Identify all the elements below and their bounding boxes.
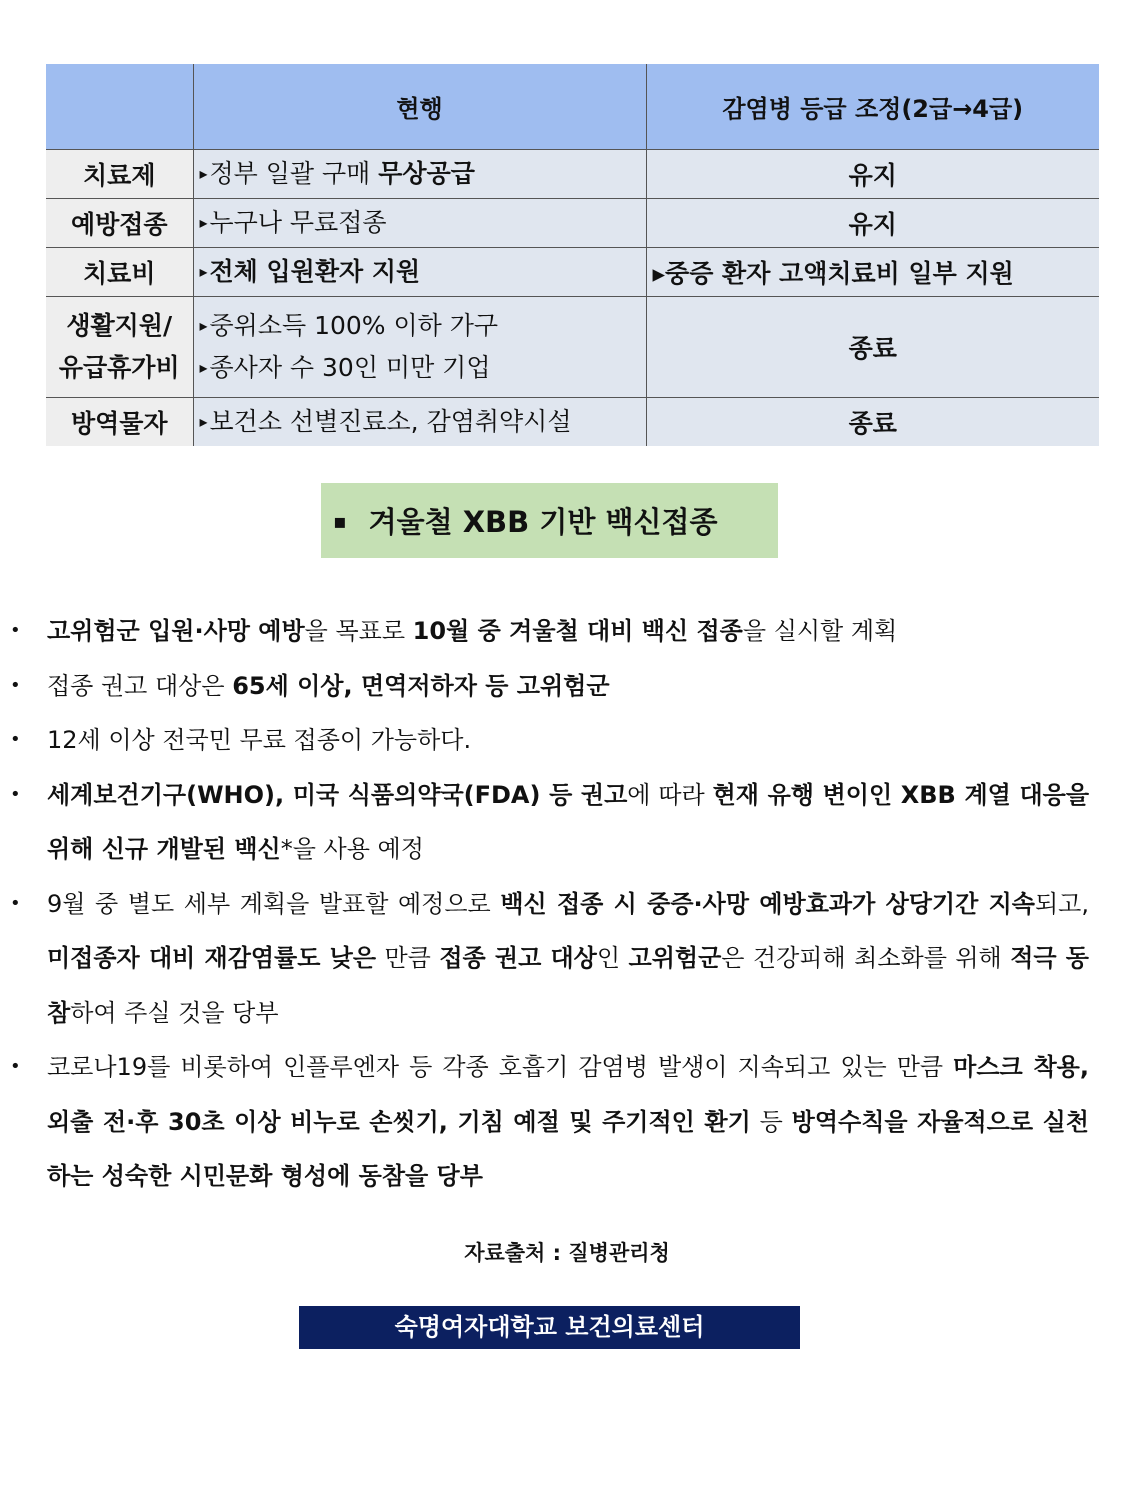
bullet-text: 에 따라 <box>627 780 713 809</box>
cell-text: 정부 일괄 구매 <box>209 159 379 188</box>
triangle-bullet-icon: ▸ <box>199 412 208 431</box>
bullet-text-bold: 방역수칙을 자율적으로 실천하는 성숙한 시민문화 형성에 동참을 당부 <box>47 1107 1089 1190</box>
bullet-item <box>0 604 1134 659</box>
cell-text-bold: 무상공급 <box>378 159 475 188</box>
row-label-line: 생활지원/ <box>66 311 173 340</box>
bullet-text-bold: 고위험군 <box>628 944 722 972</box>
bullet-item <box>0 768 1134 877</box>
cell-text: 보건소 선별진료소, 감염취약시설 <box>209 407 572 436</box>
cell-text: 누구나 무료접종 <box>209 208 387 237</box>
table-row <box>46 199 1099 248</box>
row-label: 예방접종 <box>46 199 193 248</box>
bullet-dot-icon: • <box>10 783 21 805</box>
adjusted-policy-cell: 유지 <box>646 199 1099 248</box>
adjusted-policy-cell: 종료 <box>646 398 1099 447</box>
cell-text-bold: 전체 입원환자 지원 <box>209 257 421 286</box>
table-row <box>46 150 1099 199</box>
bullet-text-bold: 접종 권고 대상 <box>439 944 597 972</box>
current-policy-cell <box>193 150 646 199</box>
bullet-text-bold: 10월 중 겨울철 대비 백신 접종 <box>412 617 743 645</box>
bullet-text: 등 <box>750 1107 792 1136</box>
bullet-text-bold: 고위험군 입원·사망 예방 <box>47 617 305 645</box>
bullet-text: 9월 중 별도 세부 계획을 발표할 예정으로 <box>47 889 501 918</box>
triangle-bullet-icon: ▸ <box>199 164 208 183</box>
row-label <box>46 297 193 398</box>
bullet-text-bold: 미접종자 대비 재감염률도 낮은 <box>47 944 376 972</box>
bullet-text-bold: 현재 유행 변이인 XBB 계열 대응을 위해 신규 개발된 백신 <box>47 780 1089 863</box>
table-row <box>46 248 1099 297</box>
square-bullet-icon: ▪ <box>333 508 347 533</box>
header-current: 현행 <box>193 64 646 150</box>
bullet-text: 12세 이상 전국민 무료 접종이 가능하다. <box>47 726 472 754</box>
triangle-bullet-icon: ▸ <box>199 316 208 335</box>
bullet-text: *을 사용 예정 <box>280 835 424 863</box>
source-note: 자료출처 : 질병관리청 <box>464 1241 670 1265</box>
bullet-item <box>0 659 1134 714</box>
triangle-bullet-icon: ▸ <box>199 358 208 377</box>
bullet-text: 하여 주실 것을 당부 <box>70 998 279 1027</box>
table-header-row <box>46 64 1099 150</box>
bullet-dot-icon: • <box>10 1056 21 1077</box>
bullet-dot-icon: • <box>10 729 21 750</box>
bullet-item <box>0 1040 1134 1204</box>
row-label: 치료제 <box>46 150 193 199</box>
section-heading <box>321 483 778 558</box>
bullet-text-bold: 세계보건기구(WHO), 미국 식품의약국(FDA) 등 권고 <box>47 780 628 809</box>
bullet-text-bold: 백신 접종 시 중증·사망 예방효과가 상당기간 지속 <box>500 889 1035 918</box>
adjusted-policy-cell: 종료 <box>646 297 1099 398</box>
header-adjusted: 감염병 등급 조정(2급→4급) <box>646 64 1099 150</box>
footer-banner: 숙명여자대학교 보건의료센터 <box>299 1306 800 1349</box>
bullet-text: 을 실시할 계획 <box>742 617 898 645</box>
current-policy-cell <box>193 297 646 398</box>
bullet-text-bold: 65세 이상, 면역저하자 등 고위험군 <box>232 671 610 700</box>
current-policy-cell <box>193 199 646 248</box>
adjusted-policy-cell: 유지 <box>646 150 1099 199</box>
bullet-text: 을 목표로 <box>304 617 413 645</box>
cell-text: 중위소득 100% 이하 가구 <box>209 311 499 340</box>
table-row <box>46 297 1099 398</box>
triangle-bullet-icon: ▸ <box>199 213 208 232</box>
triangle-bullet-icon: ▸ <box>199 262 208 281</box>
row-label-line: 유급휴가비 <box>58 353 180 382</box>
bullet-dot-icon: • <box>10 674 21 696</box>
section-title: 겨울철 XBB 기반 백신접종 <box>368 505 718 539</box>
bullet-text: 인 <box>596 944 629 972</box>
bullet-dot-icon: • <box>10 620 21 641</box>
row-label: 치료비 <box>46 248 193 297</box>
row-label: 방역물자 <box>46 398 193 447</box>
bullet-dot-icon: • <box>10 892 21 914</box>
policy-comparison-table <box>46 64 1099 446</box>
table-row <box>46 398 1099 447</box>
bullet-text: 되고, <box>1034 889 1089 918</box>
bullet-item <box>0 877 1134 1041</box>
bullet-text: 접종 권고 대상은 <box>47 671 233 700</box>
adjusted-policy-cell: ▸중증 환자 고액치료비 일부 지원 <box>646 248 1099 297</box>
bullet-text-bold: 적극 동참 <box>47 944 1089 1027</box>
bullet-item <box>0 713 1134 768</box>
bullet-text: 코로나19를 비롯하여 인플루엔자 등 각종 호흡기 감염병 발생이 지속되고 있는 만큼 <box>47 1053 954 1081</box>
cell-text: 종사자 수 30인 미만 기업 <box>209 353 491 382</box>
header-blank <box>46 64 193 150</box>
bullet-list <box>0 604 1134 1204</box>
bullet-text: 만큼 <box>376 944 440 972</box>
current-policy-cell <box>193 248 646 297</box>
bullet-text-bold: 마스크 착용, 외출 전·후 30초 이상 비누로 손씻기, 기침 예절 및 주기적인 환기 <box>47 1053 1089 1136</box>
current-policy-cell <box>193 398 646 447</box>
bullet-text: 은 건강피해 최소화를 위해 <box>721 944 1011 972</box>
